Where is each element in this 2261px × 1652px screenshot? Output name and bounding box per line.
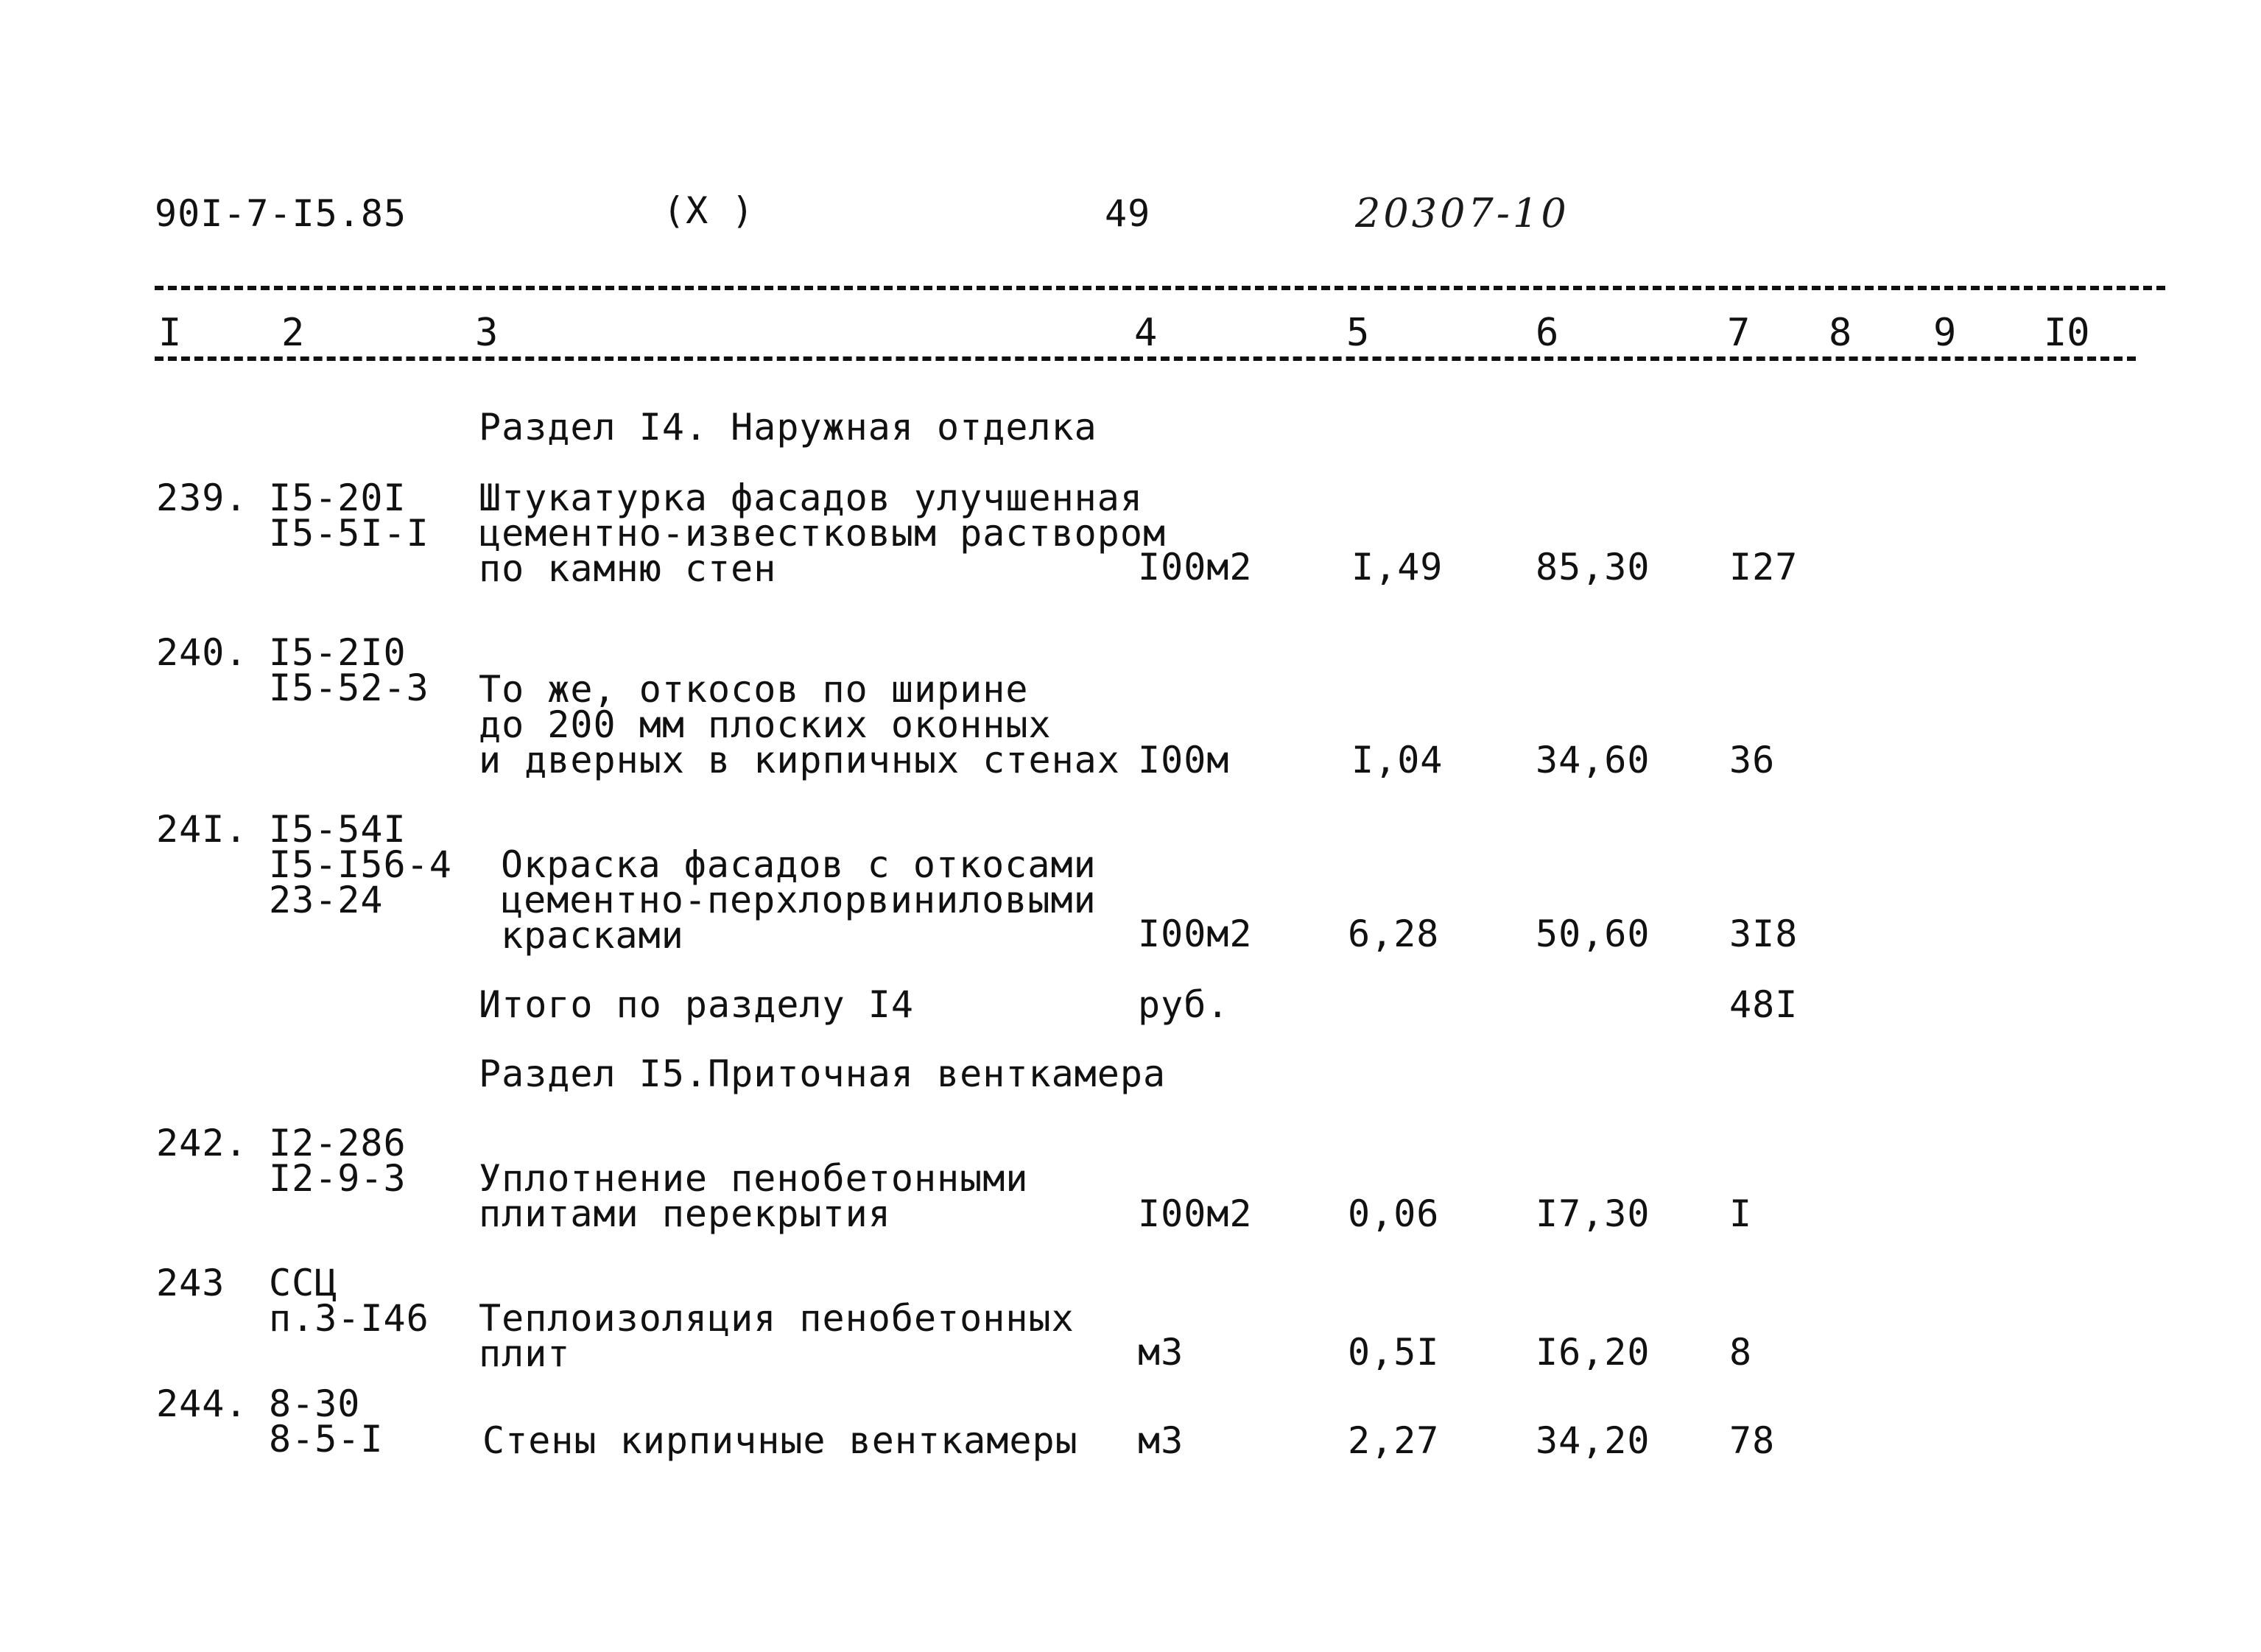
column-number-5: 5 [1346,311,1370,355]
column-number-1: I [158,311,182,355]
column-number-4: 4 [1134,311,1158,355]
row-description: Окраска фасадов с откосами цементно-перхлорвиниловыми красками [501,843,1097,957]
page-number: 49 [1105,192,1151,235]
subtotal-unit: руб. [1138,983,1230,1026]
row-price: 34,20 [1536,1419,1650,1462]
column-number-2: 2 [281,311,305,355]
row-description: Уплотнение пенобетонными плитами перекрытия [479,1157,1029,1235]
row-price: 50,60 [1536,913,1650,955]
row-total: 3I8 [1729,913,1798,955]
row-description: Теплоизоляция пенобетонных плит [479,1297,1075,1375]
column-number-7: 7 [1727,311,1751,355]
subtotal-label: Итого по разделу I4 [479,983,914,1026]
row-unit: м3 [1138,1419,1184,1462]
row-total: 36 [1729,739,1776,781]
row-total: 78 [1729,1419,1776,1462]
row-codes: I5-54I I5-I56-4 23-24 [269,808,452,921]
row-codes: I5-2I0 I5-52-3 [269,631,429,709]
row-codes: ССЦ п.3-I46 [269,1262,429,1340]
column-number-6: 6 [1536,311,1559,355]
row-unit: I00м [1138,739,1230,781]
row-quantity: I,04 [1351,739,1444,781]
row-quantity: 0,06 [1348,1192,1440,1235]
row-codes: 8-30 8-5-I [269,1382,384,1461]
row-price: 85,30 [1536,546,1650,588]
row-number: 24I. [156,808,248,851]
header-divider-top [155,286,2165,290]
row-unit: I00м2 [1138,913,1253,955]
row-price: I6,20 [1536,1331,1650,1374]
section-title: Раздел I5.Приточная венткамера [479,1052,1167,1095]
section-title: Раздел I4. Наружная отделка [479,406,1097,449]
column-number-10: I0 [2044,311,2090,355]
handwritten-reference: 20307-10 [1355,190,1569,236]
row-quantity: 6,28 [1348,913,1440,955]
row-quantity: 2,27 [1348,1419,1440,1462]
row-unit: м3 [1138,1331,1184,1374]
row-unit: I00м2 [1138,546,1253,588]
row-quantity: 0,5I [1348,1331,1440,1374]
row-quantity: I,49 [1351,546,1444,588]
part-label: (X ) [663,189,755,232]
column-number-9: 9 [1933,311,1957,355]
row-description: То же, откосов по ширине до 200 мм плоских оконных и дверных в кирпичных стенах [479,668,1120,781]
row-number: 244. [156,1382,248,1425]
row-codes: I5-20I I5-5I-I [269,477,429,555]
row-price: I7,30 [1536,1192,1650,1235]
row-total: 8 [1729,1331,1753,1374]
subtotal-total: 48I [1729,983,1798,1026]
column-number-3: 3 [475,311,499,355]
row-description: Стены кирпичные венткамеры [482,1419,1078,1462]
row-description: Штукатурка фасадов улучшенная цементно-известковым раствором по камню стен [479,477,1167,590]
row-number: 239. [156,477,248,519]
header-divider-bottom [155,356,2136,361]
row-number: 243 [156,1262,225,1304]
row-total: I27 [1729,546,1798,588]
row-codes: I2-286 I2-9-3 [269,1122,407,1200]
row-number: 240. [156,631,248,674]
row-number: 242. [156,1122,248,1164]
row-total: I [1729,1192,1753,1235]
column-number-8: 8 [1829,311,1852,355]
row-unit: I00м2 [1138,1192,1253,1235]
doc-code: 90I-7-I5.85 [155,192,407,235]
row-price: 34,60 [1536,739,1650,781]
